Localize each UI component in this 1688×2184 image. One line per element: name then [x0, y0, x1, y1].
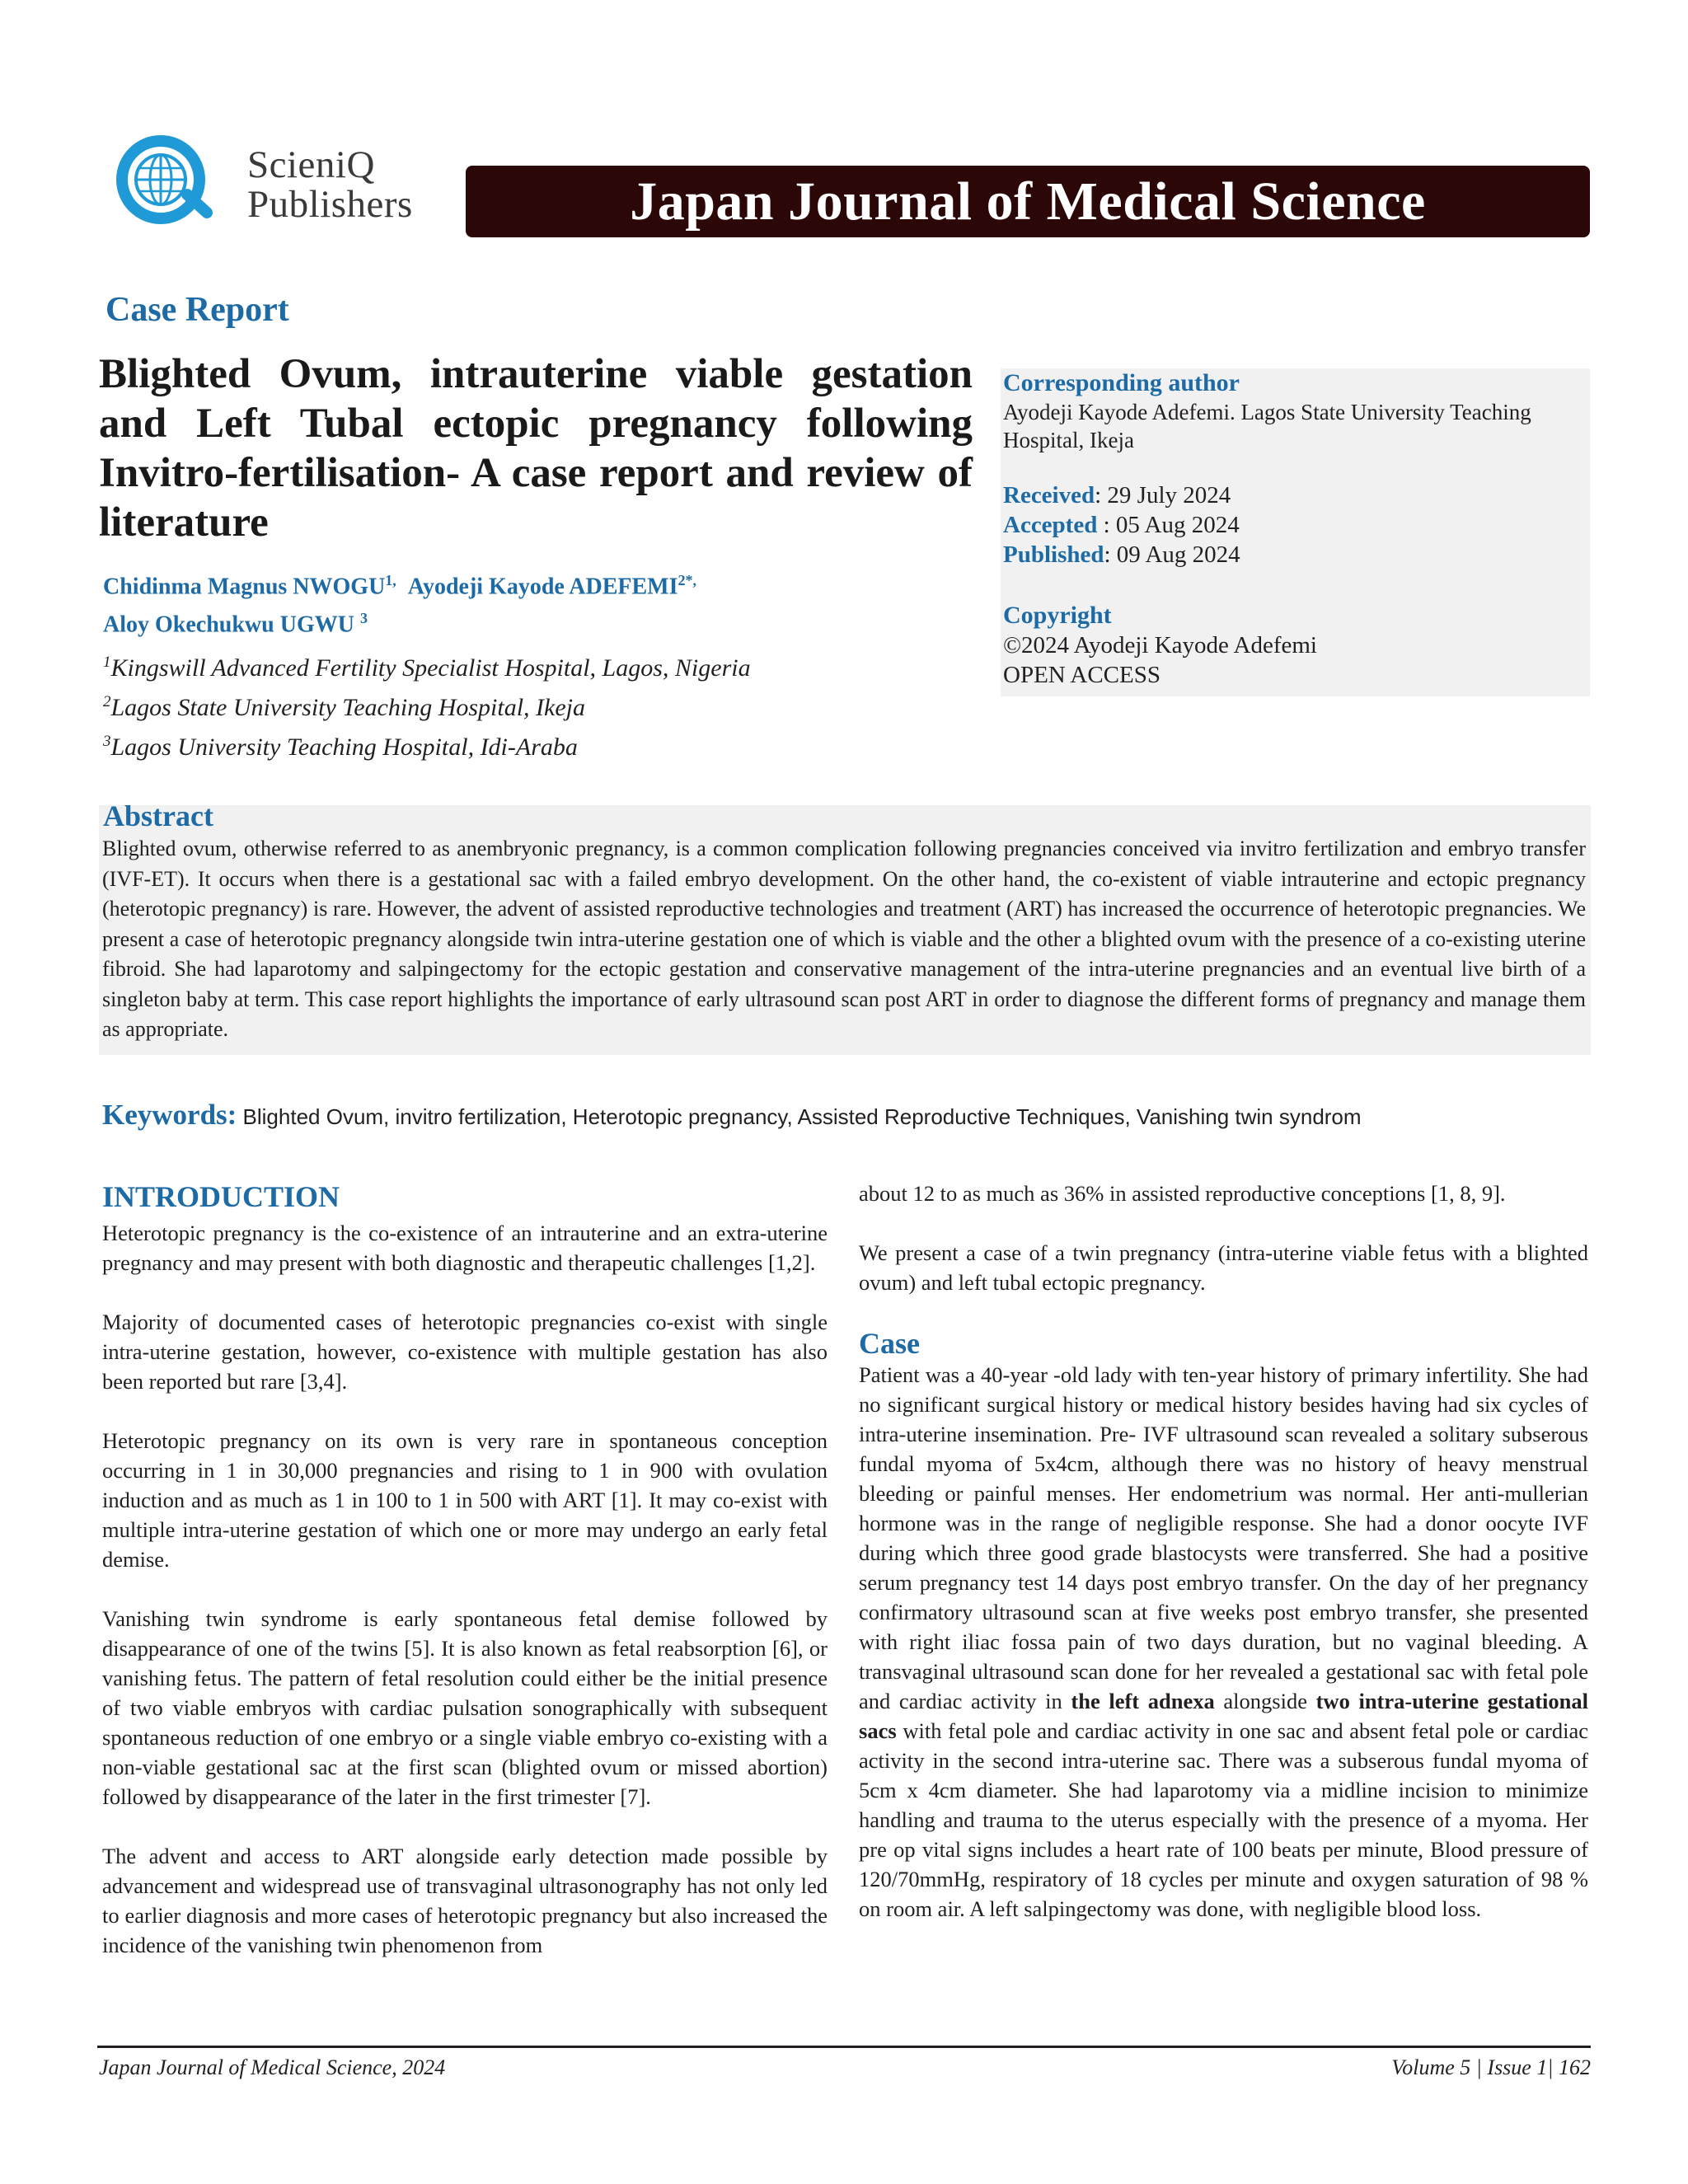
abstract-text: Blighted ovum, otherwise referred to as anembryonic pregnancy, is a common complication following pregnancies conceived via invitro fertilization and embryo transfer (IVF-ET). It occurs when there is a gestational sac with a failed embryo development. On the other hand, the co-existent of viable intrauterine and ectopic pregnancy (heterotopic pregnancy) is rare. However, the advent of assisted reproductive technologies and treatment (ART) has increased the occurrence of heterotopic pregnancies. We present a case of heterotopic pregnancy alongside twin intra-uterine gestation one of which is viable and the other a blighted ovum with the presence of a co-existing uterine fibroid. She had laparotomy and salpingectomy for the ectopic gestation and conservative management of the intra-uterine pregnancies and an eventual live birth of a singleton baby at term. This case report highlights the importance of early ultrasound scan post ART in order to diagnose the different forms of pregnancy and manage them as appropriate.: [102, 837, 1586, 1041]
footer-divider: [97, 2046, 1591, 2048]
affiliation-text: Kingswill Advanced Fertility Specialist Hospital, Lagos, Nigeria: [110, 654, 751, 682]
affiliation-number: 2: [103, 693, 111, 710]
paragraph: Heterotopic pregnancy is the co-existence of an intrauterine and an extra-uterine pregnancy and may present with both diagnostic and therapeutic challenges [1,2].: [102, 1221, 828, 1275]
author-name: Ayodeji Kayode ADEFEMI: [407, 574, 678, 600]
article-info-box: [1001, 368, 1590, 696]
open-access-text: OPEN ACCESS: [1003, 662, 1160, 688]
case-paragraph: [859, 1360, 1588, 1924]
affiliation: [103, 724, 779, 764]
case-text: with fetal pole and cardiac activity in one sac and absent fetal pole or cardiac activity in the second intra-uterine sac. There was a subserous fundal myoma of 5cm x 4cm diameter. She had laparotomy via a midline incision to minimize handling and trauma to the uterus especially with the presence of a myoma. Her pre op vital signs includes a heart rate of 100 beats per minute, Blood pressure of 120/70mmHg, respiratory of 18 cycles per minute and oxygen saturation of 98 % on room air. A left salpingectomy was done, with negligible blood loss.: [859, 1718, 1588, 1921]
case-emphasis: the left adnexa: [1071, 1689, 1215, 1713]
affiliation-text: Lagos State University Teaching Hospital, Ikeja: [110, 694, 586, 721]
copyright-text: ©2024 Ayodeji Kayode Adefemi: [1003, 632, 1317, 658]
journal-title: Japan Journal of Medical Science: [630, 171, 1426, 232]
accepted-date: [1003, 510, 1584, 540]
affiliation-text: Lagos University Teaching Hospital, Idi-Araba: [110, 733, 578, 761]
globe-logo-icon: [116, 135, 207, 224]
keywords-text: Blighted Ovum, invitro fertilization, Heterotopic pregnancy, Assisted Reproductive Techniques, Vanishing twin syndrom: [237, 1104, 1362, 1129]
right-column: [859, 1179, 1588, 1953]
accepted-value: : 05 Aug 2024: [1097, 512, 1240, 538]
article-title: Blighted Ovum, intrauterine viable gestation and Left Tubal ectopic pregnancy following Invitro-fertilisation- A case report and review of literature: [99, 351, 973, 546]
received-date: [1003, 480, 1584, 510]
affiliation-number: 3: [103, 733, 111, 750]
publisher-name-line1: ScieniQ: [247, 143, 375, 186]
left-column: [102, 1218, 828, 1990]
publisher-name-line2: Publishers: [247, 183, 413, 226]
affiliation: [103, 685, 779, 724]
copyright-heading: Copyright: [1003, 602, 1112, 629]
case-text: alongside: [1214, 1689, 1316, 1713]
footer-page-info: Volume 5 | Issue 1| 162: [1391, 2055, 1591, 2079]
author-name: Chidinma Magnus NWOGU: [103, 574, 386, 600]
paragraph: The advent and access to ART alongside early detection made possible by advancement and widespread use of transvaginal ultrasonography has not only led to earlier diagnosis and more cases of heterotopic pregnancy but also increased the incidence of the vanishing twin phenomenon from: [102, 1844, 828, 1957]
keywords: [102, 1099, 1586, 1133]
journal-title-banner: [466, 166, 1590, 237]
author-list: [103, 565, 779, 641]
case-emphasis: two intra-uterine gestational sacs: [859, 1689, 1588, 1743]
footer-journal: Japan Journal of Medical Science, 2024: [99, 2055, 446, 2079]
accepted-label: Accepted: [1003, 512, 1098, 538]
author-affiliation-mark: 2*,: [678, 572, 696, 588]
case-text: Patient was a 40-year -old lady with ten-year history of primary infertility. She had no significant surgical history or medical history besides having had six cycles of intra-uterine insemination. Pre- IVF ultrasound scan revealed a solitary subserous fundal myoma of 5x4cm, although there was no history of heavy menstrual bleeding or painful menses. Her endometrium was normal. Her anti-mullerian hormone was in the range of negligible response. She had a donor oocyte IVF during which three good grade blastocysts were transferred. She had a positive serum pregnancy test 14 days post embryo transfer. On the day of her pregnancy confirmatory ultrasound scan at five weeks post embryo transfer, she presented with right iliac fossa pain of two days duration, but no vaginal bleeding. A transvaginal ultrasound scan done for her revealed a gestational sac with fetal pole and cardiac activity in: [859, 1362, 1588, 1713]
paragraph: Vanishing twin syndrome is early spontaneous fetal demise followed by disappearance of one of the twins [5]. It is also known as fetal reabsorption [6], or vanishing fetus. The pattern of fetal resolution could either be the initial presence of two viable embryos with cardiac pulsation sonographically with subsequent spontaneous reduction of one embryo or a single viable embryo co-existing with a non-viable gestational sac at the first scan (blighted ovum or missed abortion) followed by disappearance of the later in the first trimester [7].: [102, 1606, 828, 1809]
received-label: Received: [1003, 482, 1095, 509]
affiliation-list: [103, 645, 779, 764]
paragraph: Majority of documented cases of heterotopic pregnancies co-exist with single intra-uterine gestation, however, co-existence with multiple gestation has also been reported but rare [3,4].: [102, 1310, 828, 1394]
affiliation: [103, 645, 779, 685]
received-value: : 29 July 2024: [1095, 482, 1231, 509]
published-label: Published: [1003, 541, 1104, 568]
author-name: Aloy Okechukwu UGWU: [103, 612, 354, 638]
publisher-name: [247, 145, 413, 224]
keywords-label: Keywords:: [102, 1099, 237, 1131]
paragraph: Heterotopic pregnancy on its own is very rare in spontaneous conception occurring in 1 in 30,000 pregnancies and rising to 1 in 900 with ovulation induction and as much as 1 in 100 to 1 in 500 with ART [1]. It may co-exist with multiple intra-uterine gestation of which one or more may undergo an early fetal demise.: [102, 1428, 828, 1572]
corresponding-author-heading: Corresponding author: [1003, 369, 1240, 396]
paragraph: We present a case of a twin pregnancy (intra-uterine viable fetus with a blighted ovum) and left tubal ectopic pregnancy.: [859, 1240, 1588, 1295]
case-heading: Case: [859, 1327, 920, 1360]
affiliation-number: 1: [103, 654, 111, 671]
published-value: : 09 Aug 2024: [1104, 541, 1240, 568]
author-affiliation-mark: 3: [359, 610, 368, 627]
paragraph: about 12 to as much as 36% in assisted reproductive conceptions [1, 8, 9].: [859, 1181, 1506, 1206]
introduction-heading: INTRODUCTION: [102, 1180, 340, 1213]
corresponding-author-text: Ayodeji Kayode Adefemi. Lagos State University Teaching Hospital, Ikeja: [1003, 400, 1531, 452]
abstract-heading: Abstract: [103, 799, 213, 832]
article-type: Case Report: [106, 291, 289, 329]
author-affiliation-mark: 1,: [385, 572, 396, 588]
published-date: [1003, 540, 1584, 569]
